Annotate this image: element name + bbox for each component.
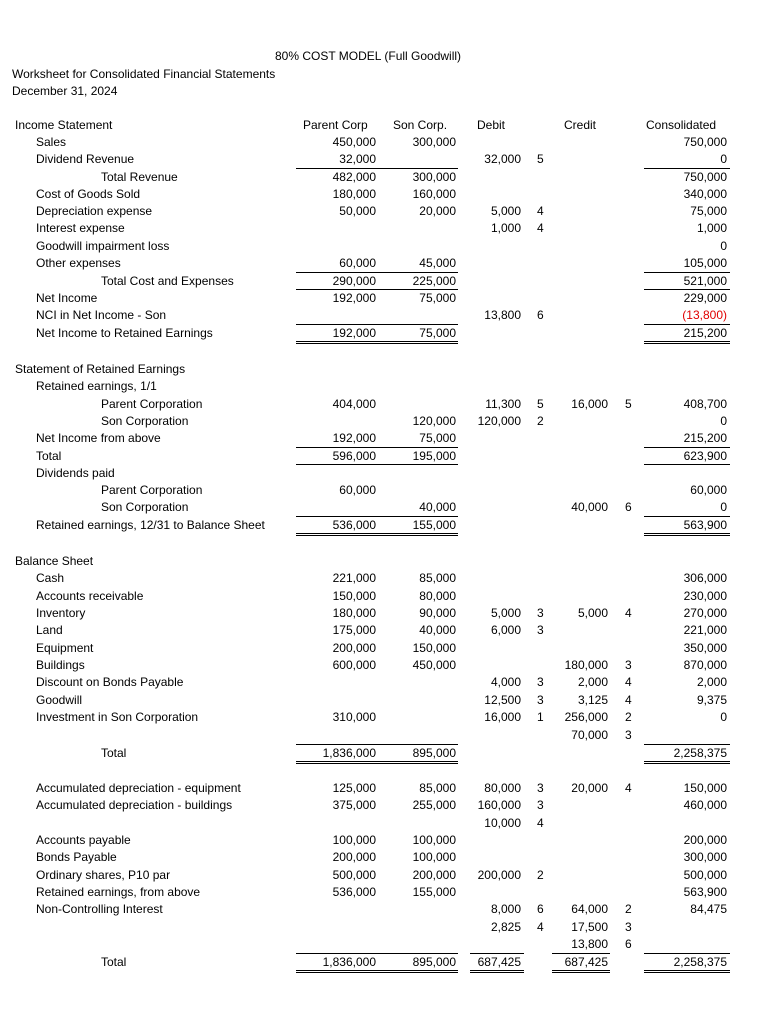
parent-value: 200,000 [332, 641, 376, 655]
subtotal-rule [644, 744, 730, 745]
consolidated-value: 460,000 [683, 798, 727, 812]
consolidated-value: 306,000 [683, 571, 727, 585]
worksheet-title: Worksheet for Consolidated Financial Statements [12, 67, 276, 81]
subtotal-rule [644, 516, 730, 517]
parent-value: 100,000 [332, 833, 376, 847]
parent-value: 192,000 [332, 431, 376, 445]
row-label-dividend-revenue: Dividend Revenue [36, 152, 135, 166]
row-label-goodwill: Goodwill [36, 693, 83, 707]
son-value: 150,000 [412, 641, 456, 655]
son-value: 300,000 [412, 170, 456, 184]
row-label-son-corporation: Son Corporation [101, 500, 189, 514]
consolidated-value: 105,000 [683, 256, 727, 270]
consolidated-value: 408,700 [683, 397, 727, 411]
consolidated-value: 2,258,375 [673, 955, 727, 969]
row-label-buildings: Buildings [36, 658, 85, 672]
credit-entry-ref: 5 [625, 397, 632, 411]
total-rule [470, 970, 524, 971]
subtotal-rule [378, 744, 458, 745]
subtotal-rule [378, 447, 458, 448]
subtotal-rule [296, 447, 378, 448]
worksheet-date: December 31, 2024 [12, 84, 118, 98]
consolidated-value: 229,000 [683, 291, 727, 305]
parent-value: 375,000 [332, 798, 376, 812]
parent-value: 50,000 [339, 204, 376, 218]
son-value: 45,000 [419, 256, 456, 270]
son-value: 255,000 [412, 798, 456, 812]
credit-value: 40,000 [571, 500, 608, 514]
parent-value: 536,000 [332, 885, 376, 899]
row-label-retained-earnings-1-1: Retained earnings, 1/1 [36, 379, 157, 393]
subtotal-rule [378, 324, 458, 325]
credit-entry-ref: 4 [625, 675, 632, 689]
row-label-net-income-from-above: Net Income from above [36, 431, 161, 445]
son-value: 75,000 [419, 326, 456, 340]
subtotal-rule [296, 464, 378, 465]
debit-entry-ref: 4 [537, 816, 544, 830]
credit-entry-ref: 4 [625, 781, 632, 795]
row-label-sales: Sales [36, 135, 67, 149]
row-label-accumulated-depreciation-equipment: Accumulated depreciation - equipment [36, 781, 241, 795]
son-value: 40,000 [419, 500, 456, 514]
credit-value: 256,000 [564, 710, 608, 724]
son-value: 20,000 [419, 204, 456, 218]
subtotal-rule [644, 464, 730, 465]
row-label-total: Total [101, 955, 127, 969]
subtotal-rule [552, 953, 610, 954]
parent-value: 290,000 [332, 274, 376, 288]
son-value: 85,000 [419, 571, 456, 585]
debit-value: 1,000 [490, 221, 521, 235]
credit-entry-ref: 3 [625, 920, 632, 934]
parent-value: 200,000 [332, 850, 376, 864]
total-rule [296, 763, 378, 764]
parent-value: 175,000 [332, 623, 376, 637]
debit-value: 32,000 [484, 152, 521, 166]
row-label-goodwill-impairment-loss: Goodwill impairment loss [36, 239, 170, 253]
consolidated-value: 2,000 [696, 675, 727, 689]
debit-value: 687,425 [477, 955, 521, 969]
parent-value: 310,000 [332, 710, 376, 724]
row-label-total-cost-and-expenses: Total Cost and Expenses [101, 274, 234, 288]
consolidated-value: 563,900 [683, 518, 727, 532]
total-rule [644, 343, 730, 344]
total-rule [296, 535, 378, 536]
total-rule [644, 535, 730, 536]
consolidated-value: 215,200 [683, 431, 727, 445]
parent-value: 500,000 [332, 868, 376, 882]
subtotal-rule [378, 168, 458, 169]
total-rule [470, 972, 524, 973]
debit-entry-ref: 1 [537, 710, 544, 724]
subtotal-rule [296, 744, 378, 745]
son-value: 300,000 [412, 135, 456, 149]
row-label-bonds-payable: Bonds Payable [36, 850, 117, 864]
consolidated-value: 0 [720, 152, 727, 166]
subtotal-rule [644, 168, 730, 169]
total-rule [378, 970, 458, 971]
credit-value: 13,800 [571, 937, 608, 951]
credit-entry-ref: 6 [625, 500, 632, 514]
credit-entry-ref: 6 [625, 937, 632, 951]
debit-entry-ref: 4 [537, 204, 544, 218]
parent-value: 60,000 [339, 256, 376, 270]
consolidated-value: (13,800) [682, 308, 727, 322]
credit-value: 64,000 [571, 902, 608, 916]
parent-value: 450,000 [332, 135, 376, 149]
parent-value: 150,000 [332, 589, 376, 603]
debit-value: 2,825 [490, 920, 521, 934]
debit-value: 120,000 [477, 414, 521, 428]
total-rule [644, 972, 730, 973]
credit-entry-ref: 2 [625, 902, 632, 916]
credit-entry-ref: 3 [625, 728, 632, 742]
debit-value: 6,000 [490, 623, 521, 637]
consolidated-value: 215,200 [683, 326, 727, 340]
son-value: 225,000 [412, 274, 456, 288]
son-value: 195,000 [412, 449, 456, 463]
son-value: 450,000 [412, 658, 456, 672]
subtotal-rule [296, 289, 378, 290]
debit-value: 8,000 [490, 902, 521, 916]
subtotal-rule [296, 324, 378, 325]
subtotal-rule [296, 516, 378, 517]
total-rule [296, 761, 378, 762]
parent-value: 482,000 [332, 170, 376, 184]
debit-value: 80,000 [484, 781, 521, 795]
consolidated-value: 750,000 [683, 170, 727, 184]
total-rule [296, 341, 378, 342]
row-label-inventory: Inventory [36, 606, 86, 620]
son-value: 85,000 [419, 781, 456, 795]
credit-value: 2,000 [577, 675, 608, 689]
subtotal-rule [644, 324, 730, 325]
son-value: 80,000 [419, 589, 456, 603]
subtotal-rule [296, 168, 378, 169]
debit-entry-ref: 3 [537, 675, 544, 689]
column-header-parent: Parent Corp [303, 118, 368, 132]
consolidated-value: 1,000 [696, 221, 727, 235]
son-value: 155,000 [412, 885, 456, 899]
subtotal-rule [644, 447, 730, 448]
debit-entry-ref: 2 [537, 868, 544, 882]
row-label-parent-corporation: Parent Corporation [101, 397, 203, 411]
son-value: 100,000 [412, 833, 456, 847]
row-label-total: Total [36, 449, 62, 463]
parent-value: 596,000 [332, 449, 376, 463]
consolidated-value: 0 [720, 500, 727, 514]
consolidated-value: 623,900 [683, 449, 727, 463]
total-rule [296, 533, 378, 534]
consolidated-value: 0 [720, 414, 727, 428]
row-label-equipment: Equipment [36, 641, 94, 655]
consolidated-value: 300,000 [683, 850, 727, 864]
credit-value: 180,000 [564, 658, 608, 672]
debit-entry-ref: 3 [537, 623, 544, 637]
row-label-cash: Cash [36, 571, 65, 585]
credit-value: 687,425 [564, 955, 608, 969]
subtotal-rule [296, 272, 378, 273]
son-value: 75,000 [419, 431, 456, 445]
credit-value: 16,000 [571, 397, 608, 411]
credit-entry-ref: 4 [625, 606, 632, 620]
total-rule [552, 970, 610, 971]
total-rule [644, 341, 730, 342]
debit-value: 13,800 [484, 308, 521, 322]
consolidated-value: 2,258,375 [673, 746, 727, 760]
debit-entry-ref: 5 [537, 152, 544, 166]
column-header-debit: Debit [477, 118, 506, 132]
row-label-non-controlling-interest: Non-Controlling Interest [36, 902, 163, 916]
total-rule [296, 343, 378, 344]
consolidated-value: 270,000 [683, 606, 727, 620]
debit-value: 12,500 [484, 693, 521, 707]
debit-entry-ref: 5 [537, 397, 544, 411]
total-rule [378, 972, 458, 973]
consolidated-value: 563,900 [683, 885, 727, 899]
consolidated-value: 200,000 [683, 833, 727, 847]
total-rule [644, 970, 730, 971]
credit-entry-ref: 2 [625, 710, 632, 724]
debit-entry-ref: 6 [537, 308, 544, 322]
total-rule [552, 972, 610, 973]
row-label-nci-in-net-income-son: NCI in Net Income - Son [36, 308, 167, 322]
subtotal-rule [296, 953, 378, 954]
subtotal-rule [644, 272, 730, 273]
debit-value: 4,000 [490, 675, 521, 689]
section-title-retained-earnings: Statement of Retained Earnings [15, 362, 186, 376]
subtotal-rule [378, 516, 458, 517]
credit-value: 3,125 [577, 693, 608, 707]
debit-entry-ref: 3 [537, 781, 544, 795]
parent-value: 600,000 [332, 658, 376, 672]
credit-entry-ref: 3 [625, 658, 632, 672]
son-value: 155,000 [412, 518, 456, 532]
consolidated-value: 84,475 [690, 902, 727, 916]
debit-value: 160,000 [477, 798, 521, 812]
section-title-balance-sheet: Balance Sheet [15, 554, 94, 568]
parent-value: 404,000 [332, 397, 376, 411]
consolidated-value: 0 [720, 239, 727, 253]
subtotal-rule [378, 272, 458, 273]
debit-value: 200,000 [477, 868, 521, 882]
debit-value: 10,000 [484, 816, 521, 830]
credit-value: 17,500 [571, 920, 608, 934]
column-header-son: Son Corp. [393, 118, 448, 132]
parent-value: 60,000 [339, 483, 376, 497]
row-label-total: Total [101, 746, 127, 760]
row-label-ordinary-shares-p10-par: Ordinary shares, P10 par [36, 868, 171, 882]
row-label-son-corporation: Son Corporation [101, 414, 189, 428]
row-label-parent-corporation: Parent Corporation [101, 483, 203, 497]
column-header-consolidated: Consolidated [646, 118, 717, 132]
consolidated-value: 340,000 [683, 187, 727, 201]
row-label-accumulated-depreciation-buildings: Accumulated depreciation - buildings [36, 798, 233, 812]
consolidated-value: 521,000 [683, 274, 727, 288]
row-label-land: Land [36, 623, 63, 637]
total-rule [378, 761, 458, 762]
subtotal-rule [470, 953, 524, 954]
total-rule [644, 761, 730, 762]
row-label-discount-on-bonds-payable: Discount on Bonds Payable [36, 675, 184, 689]
row-label-other-expenses: Other expenses [36, 256, 121, 270]
credit-value: 20,000 [571, 781, 608, 795]
column-header-credit: Credit [564, 118, 597, 132]
son-value: 895,000 [412, 746, 456, 760]
consolidated-value: 230,000 [683, 589, 727, 603]
parent-value: 1,836,000 [322, 955, 376, 969]
debit-value: 16,000 [484, 710, 521, 724]
row-label-retained-earnings-12-31-to-balance-sheet: Retained earnings, 12/31 to Balance Sheet [36, 518, 265, 532]
total-rule [644, 763, 730, 764]
row-label-accounts-payable: Accounts payable [36, 833, 131, 847]
row-label-interest-expense: Interest expense [36, 221, 125, 235]
parent-value: 125,000 [332, 781, 376, 795]
total-rule [644, 533, 730, 534]
subtotal-rule [644, 289, 730, 290]
debit-entry-ref: 3 [537, 606, 544, 620]
consolidated-value: 60,000 [690, 483, 727, 497]
credit-entry-ref: 4 [625, 693, 632, 707]
credit-value: 5,000 [577, 606, 608, 620]
debit-entry-ref: 3 [537, 798, 544, 812]
parent-value: 192,000 [332, 326, 376, 340]
total-rule [378, 343, 458, 344]
consolidated-value: 221,000 [683, 623, 727, 637]
row-label-net-income: Net Income [36, 291, 98, 305]
parent-value: 32,000 [339, 152, 376, 166]
debit-entry-ref: 4 [537, 920, 544, 934]
son-value: 40,000 [419, 623, 456, 637]
section-title-income-statement: Income Statement [15, 118, 113, 132]
consolidated-value: 750,000 [683, 135, 727, 149]
consolidated-value: 75,000 [690, 204, 727, 218]
consolidated-value: 500,000 [683, 868, 727, 882]
subtotal-rule [378, 953, 458, 954]
row-label-accounts-receivable: Accounts receivable [36, 589, 144, 603]
parent-value: 221,000 [332, 571, 376, 585]
credit-value: 70,000 [571, 728, 608, 742]
total-rule [378, 341, 458, 342]
consolidated-value: 9,375 [696, 693, 727, 707]
consolidated-value: 350,000 [683, 641, 727, 655]
total-rule [378, 535, 458, 536]
son-value: 90,000 [419, 606, 456, 620]
parent-value: 180,000 [332, 606, 376, 620]
consolidated-value: 0 [720, 710, 727, 724]
son-value: 120,000 [412, 414, 456, 428]
debit-value: 5,000 [490, 606, 521, 620]
son-value: 200,000 [412, 868, 456, 882]
row-label-investment-in-son-corporation: Investment in Son Corporation [36, 710, 199, 724]
debit-entry-ref: 6 [537, 902, 544, 916]
row-label-total-revenue: Total Revenue [101, 170, 178, 184]
subtotal-rule [644, 953, 730, 954]
debit-entry-ref: 3 [537, 693, 544, 707]
total-rule [296, 972, 378, 973]
total-rule [378, 763, 458, 764]
son-value: 160,000 [412, 187, 456, 201]
son-value: 75,000 [419, 291, 456, 305]
debit-value: 11,300 [485, 397, 521, 411]
total-rule [378, 533, 458, 534]
debit-entry-ref: 4 [537, 221, 544, 235]
consolidated-value: 150,000 [683, 781, 727, 795]
subtotal-rule [378, 289, 458, 290]
debit-entry-ref: 2 [537, 414, 544, 428]
debit-value: 5,000 [490, 204, 521, 218]
parent-value: 536,000 [332, 518, 376, 532]
total-rule [296, 970, 378, 971]
son-value: 895,000 [412, 955, 456, 969]
consolidated-value: 870,000 [683, 658, 727, 672]
parent-value: 1,836,000 [322, 746, 376, 760]
subtotal-rule [378, 464, 458, 465]
parent-value: 180,000 [332, 187, 376, 201]
row-label-retained-earnings-from-above: Retained earnings, from above [36, 885, 201, 899]
model-title: 80% COST MODEL (Full Goodwill) [275, 49, 462, 63]
row-label-net-income-to-retained-earnings: Net Income to Retained Earnings [36, 326, 213, 340]
row-label-depreciation-expense: Depreciation expense [36, 204, 153, 218]
son-value: 100,000 [412, 850, 456, 864]
parent-value: 192,000 [332, 291, 376, 305]
row-label-cost-of-goods-sold: Cost of Goods Sold [36, 187, 141, 201]
row-label-dividends-paid: Dividends paid [36, 466, 115, 480]
